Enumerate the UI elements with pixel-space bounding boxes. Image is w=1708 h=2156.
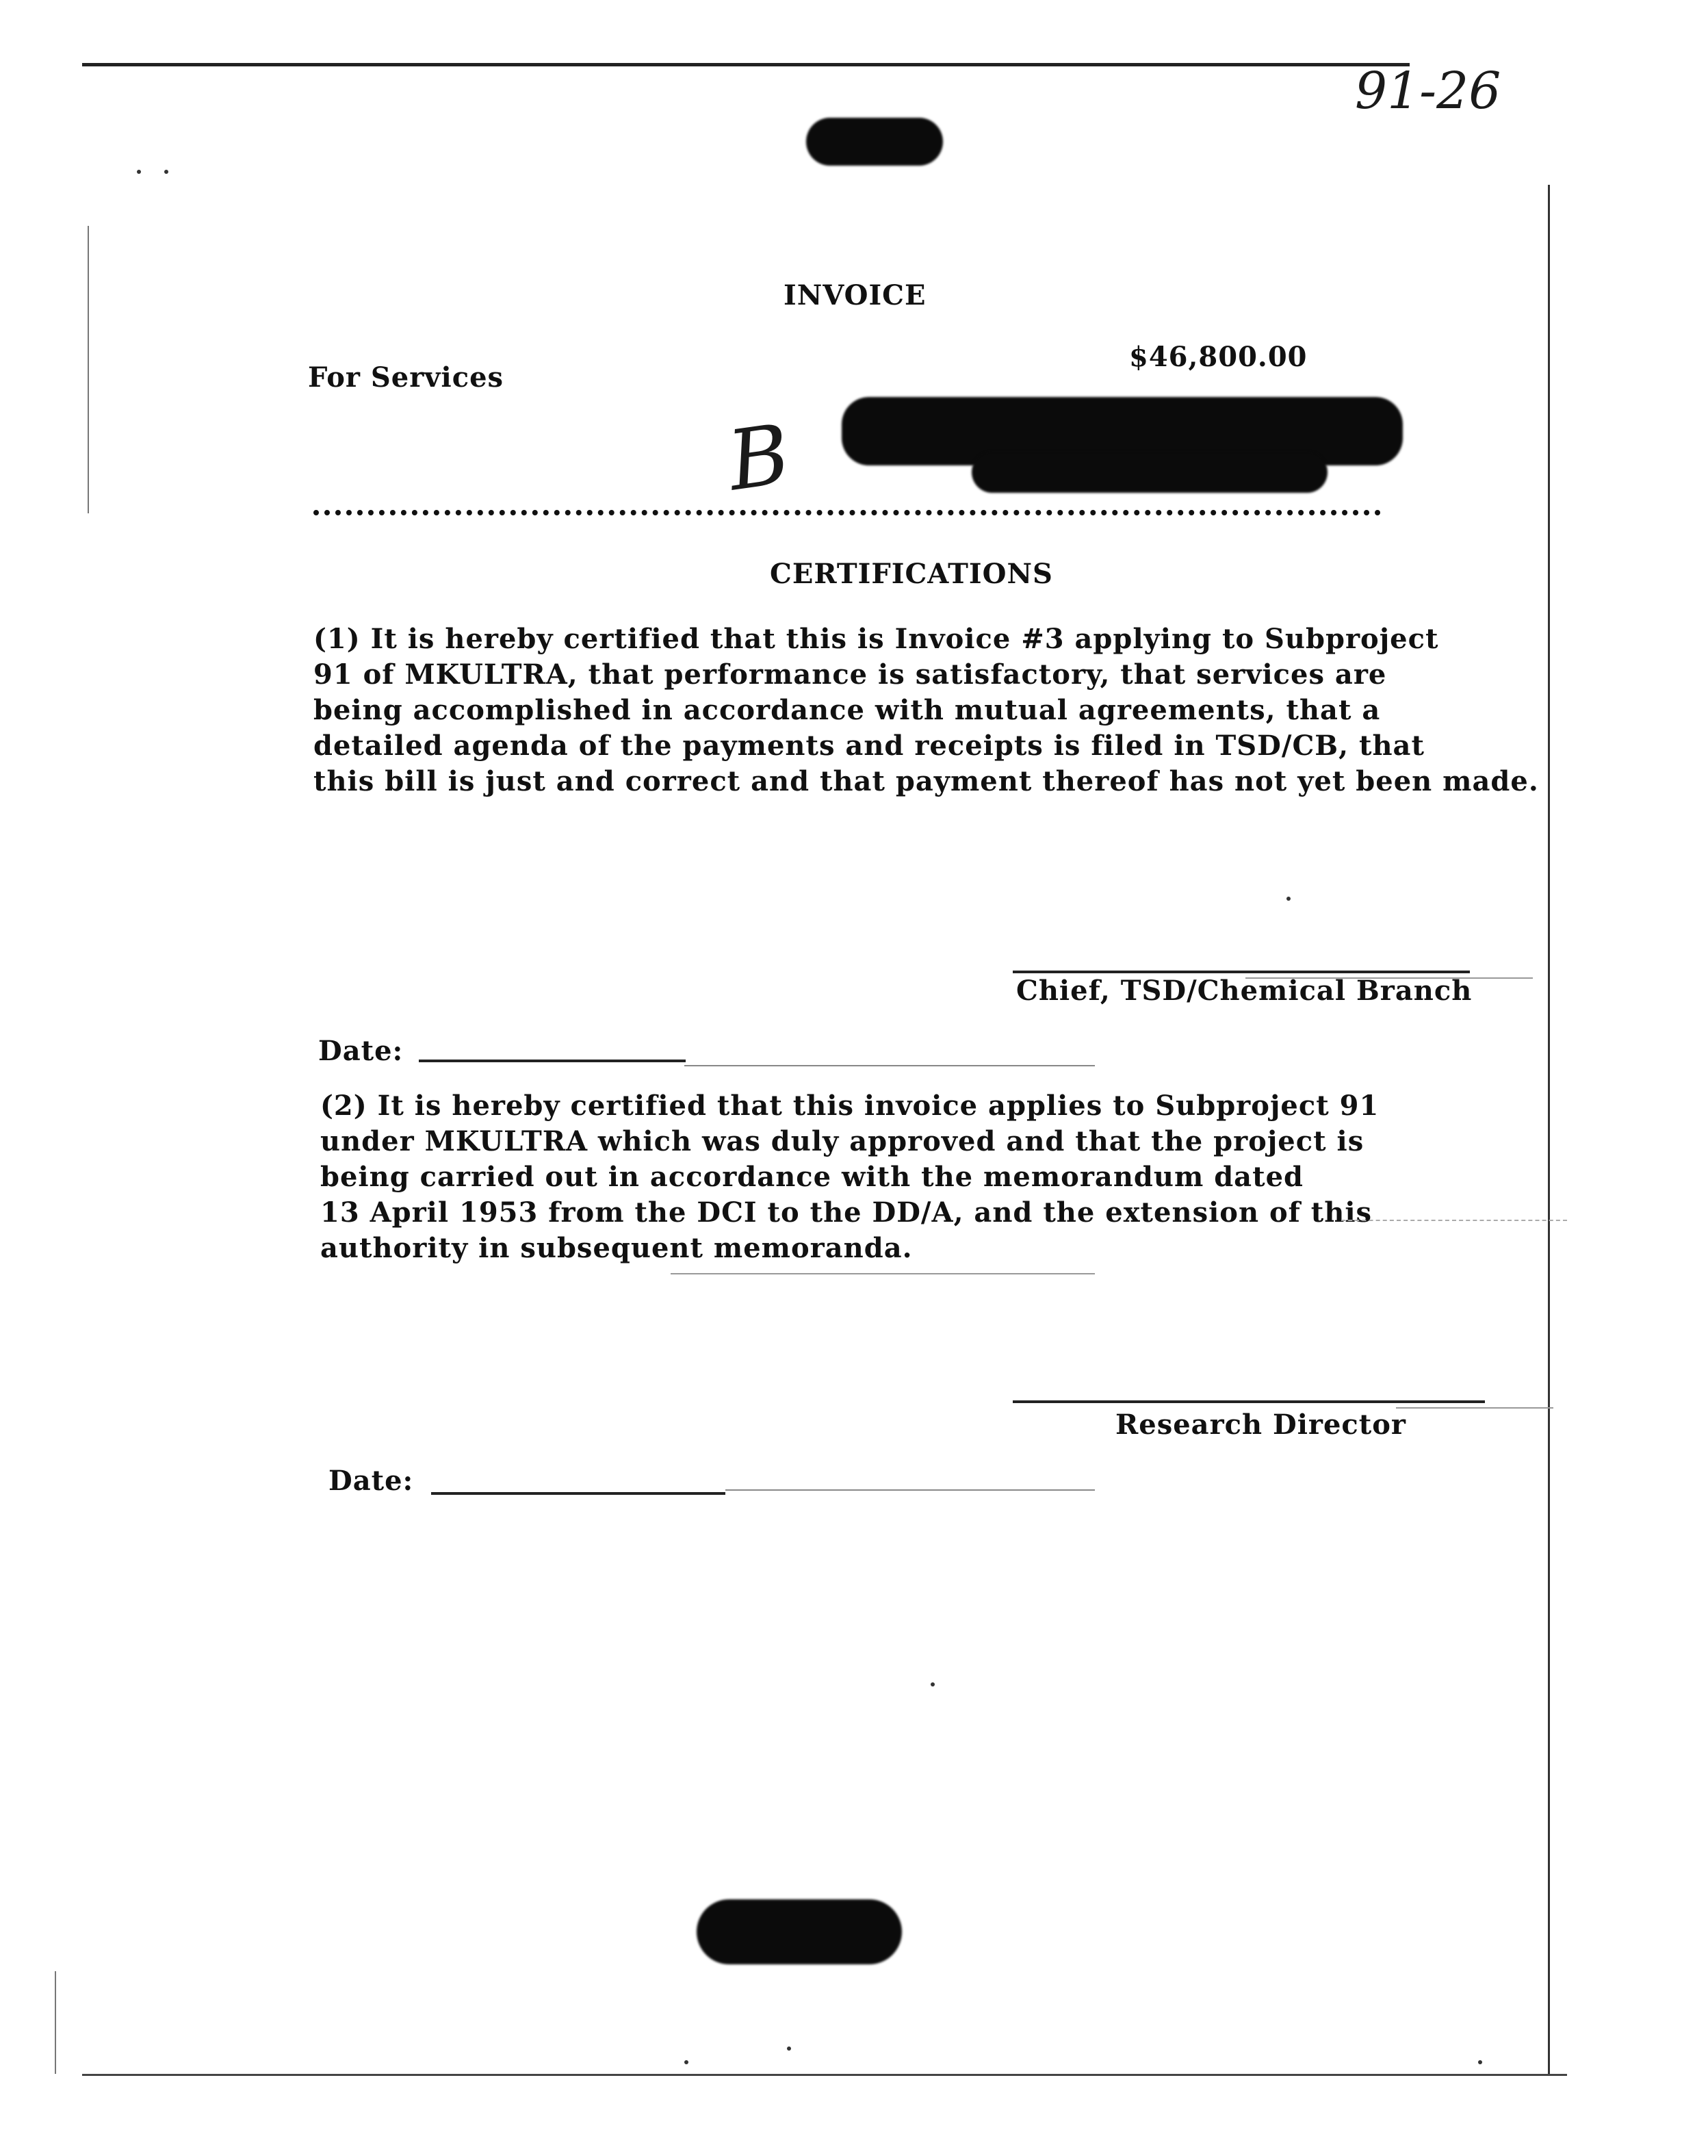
signature-line-one bbox=[1013, 971, 1470, 973]
certification-two-line: authority in subsequent memoranda. bbox=[320, 1232, 913, 1264]
scan-speck bbox=[164, 170, 168, 174]
certification-two bbox=[320, 1088, 1379, 1266]
date-label-one: Date: bbox=[318, 1035, 404, 1067]
left-border-bottom bbox=[55, 1971, 56, 2074]
certification-two-line: 13 April 1953 from the DCI to the DD/A, and the extension of this bbox=[320, 1196, 1373, 1229]
handwritten-reference: 91-26 bbox=[1355, 62, 1501, 120]
date-line-one bbox=[419, 1060, 686, 1062]
certification-one-line: being accomplished in accordance with mutual agreements, that a bbox=[313, 694, 1381, 726]
scan-speck bbox=[1478, 2060, 1482, 2064]
signatory-chief-tsd: Chief, TSD/Chemical Branch bbox=[1016, 975, 1473, 1007]
certification-one-line: detailed agenda of the payments and receipts is filed in TSD/CB, that bbox=[313, 730, 1425, 762]
certification-two-line: being carried out in accordance with the memorandum dated bbox=[320, 1161, 1304, 1193]
bottom-rule bbox=[82, 2074, 1567, 2076]
invoice-heading: INVOICE bbox=[784, 279, 927, 311]
scan-speck bbox=[1286, 897, 1291, 901]
redaction-bottom bbox=[697, 1899, 902, 1964]
invoice-amount: $46,800.00 bbox=[1129, 341, 1308, 373]
signature-line-two-extension bbox=[1396, 1407, 1553, 1409]
scan-speck bbox=[787, 2046, 791, 2051]
date-label-two: Date: bbox=[328, 1465, 414, 1497]
scan-speck bbox=[137, 170, 141, 174]
left-border-fragment bbox=[88, 226, 89, 513]
certification-two-line: under MKULTRA which was duly approved and that the project is bbox=[320, 1125, 1364, 1157]
certifications-heading: CERTIFICATIONS bbox=[770, 558, 1053, 590]
underline-artifact bbox=[671, 1273, 1095, 1274]
certification-one-line: 91 of MKULTRA, that performance is satisfactory, that services are bbox=[313, 658, 1387, 691]
signature-line-two bbox=[1013, 1400, 1485, 1403]
redaction-payee-tail bbox=[972, 452, 1328, 493]
scan-speck bbox=[684, 2060, 688, 2064]
dotted-separator bbox=[313, 510, 1381, 515]
date-line-two bbox=[431, 1492, 725, 1495]
scan-artifact-line bbox=[1341, 1220, 1567, 1221]
certification-one-line: this bill is just and correct and that payment thereof has not yet been made. bbox=[313, 765, 1539, 797]
redaction-top bbox=[806, 118, 943, 166]
scan-speck bbox=[931, 1682, 935, 1686]
date-line-two-extension bbox=[725, 1489, 1095, 1491]
certification-two-line: (2) It is hereby certified that this invoice applies to Subproject 91 bbox=[320, 1090, 1380, 1122]
right-border bbox=[1548, 185, 1550, 2074]
top-rule bbox=[82, 63, 1410, 66]
date-line-one-extension bbox=[684, 1065, 1095, 1066]
signatory-research-director: Research Director bbox=[1115, 1409, 1407, 1441]
certification-one-line: (1) It is hereby certified that this is Invoice #3 applying to Subproject bbox=[313, 623, 1439, 655]
handwritten-initial: B bbox=[722, 407, 796, 510]
for-services-label: For Services bbox=[308, 361, 504, 394]
certification-one bbox=[313, 621, 1539, 799]
